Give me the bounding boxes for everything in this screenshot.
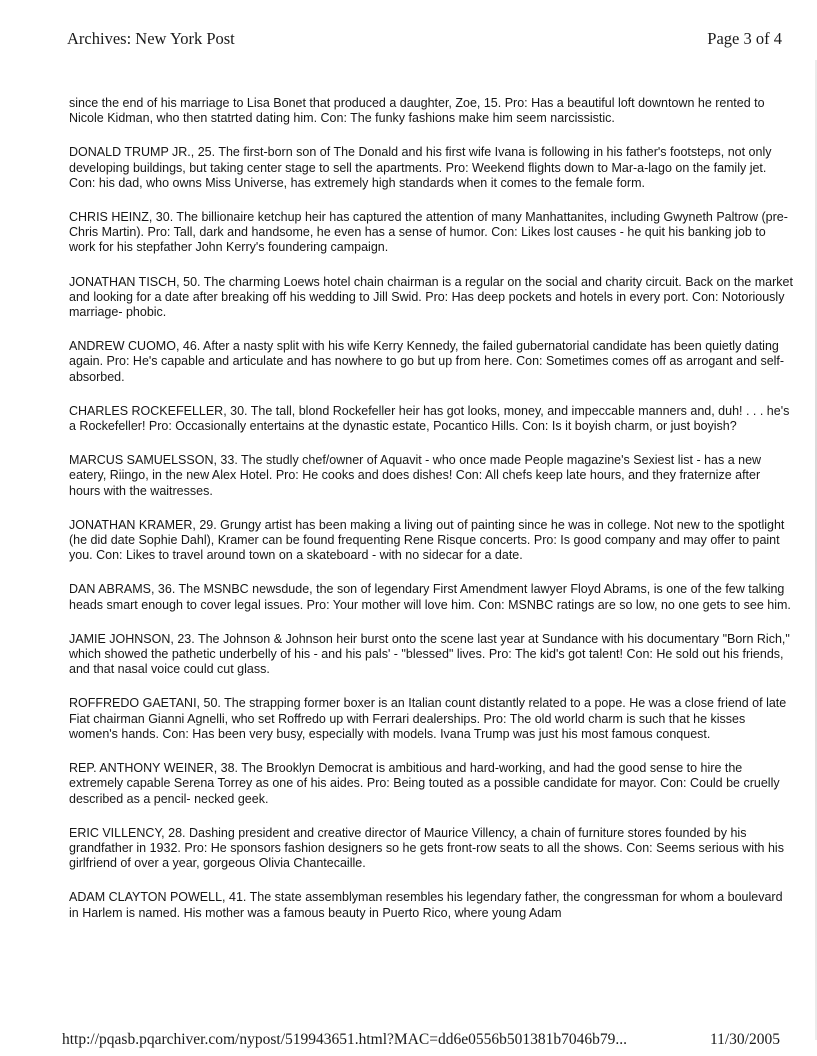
article-body xyxy=(69,96,793,940)
paragraph-donald-trump-jr: DONALD TRUMP JR., 25. The first-born son of The Donald and his first wife Ivana is following in his father's footsteps, not only developing buildings, but taking center stage to sell the apartments. Pro: Weekend flights down to Mar-a-lago on the family jet. Con: his dad, who owns Miss Universe, has extremely high standards when it comes to the female form. xyxy=(69,145,772,190)
paragraph-eric-villency: ERIC VILLENCY, 28. Dashing president and creative director of Maurice Villency, a chain of furniture stores founded by his grandfather in 1932. Pro: He sponsors fashion designers so he gets front-row seats to all the shows. Con: Seems serious with his girlfriend of over a year, gorgeous Olivia Chantecaille. xyxy=(69,825,784,871)
paragraph-marcus-samuelsson: MARCUS SAMUELSSON, 33. The studly chef/owner of Aquavit - who once made People magazine's Sexiest list - has a new eatery, Riingo, in the new Alex Hotel. Pro: He cooks and does dishes! Con: All chefs keep late hours, and they fraternize after hours with the waitresses. xyxy=(69,453,762,498)
archive-source-title: Archives: New York Post xyxy=(67,29,235,48)
paragraph-jonathan-kramer: JONATHAN KRAMER, 29. Grungy artist has been making a living out of painting since he was in college. Not new to the spotlight (he did date Sophie Dahl), Kramer can be found frequenting Rene Risque concerts. Pro: Is good company and may offer to paint you. Con: Likes to travel around town on a skateboard - with no sidecar for a date. xyxy=(69,517,785,563)
paragraph-anthony-weiner: REP. ANTHONY WEINER, 38. The Brooklyn Democrat is ambitious and hard-working, and had the good sense to hire the extremely capable Serena Torrey as one of his aides. Pro: Being touted as a possible candidate for mayor. Con: Could be cruelly described as a pencil- necked geek. xyxy=(69,761,780,806)
paragraph-dan-abrams: DAN ABRAMS, 36. The MSNBC newsdude, the son of legendary First Amendment lawyer Floyd Abrams, is one of the few talking heads smart enough to cover legal issues. Pro: Your mother will love him. Con: MSNBC ratings are so low, no one gets to see him. xyxy=(69,582,791,612)
source-url: http://pqasb.pqarchiver.com/nypost/519943651.html?MAC=dd6e0556b501381b7046b79... xyxy=(62,1031,627,1048)
paragraph-jamie-johnson: JAMIE JOHNSON, 23. The Johnson & Johnson heir burst onto the scene last year at Sundance with his documentary "Born Rich," which showed the pathetic underbelly of his - and his pals' - "blessed" lives. Pro: The kid's got talent! Con: He sold out his friends, and that nasal voice could cut glass. xyxy=(69,631,790,677)
paragraph-adam-clayton-powell: ADAM CLAYTON POWELL, 41. The state assemblyman resembles his legendary father, the congressman for whom a boulevard in Harlem is named. His mother was a famous beauty in Puerto Rico, where young Adam xyxy=(69,890,783,920)
page-indicator: Page 3 of 4 xyxy=(707,29,782,48)
paragraph-charles-rockefeller: CHARLES ROCKEFELLER, 30. The tall, blond Rockefeller heir has got looks, money, and impeccable manners and, duh! . . . he's a Rockefeller! Pro: Occasionally entertains at the dynastic estate, Pocantico Hills. Con: Is it boyish charm, or just boyish? xyxy=(69,403,790,434)
paragraph-jonathan-tisch: JONATHAN TISCH, 50. The charming Loews hotel chain chairman is a regular on the social and charity circuit. Back on the market and looking for a date after breaking off his wedding to Jill Swid. Pro: Has deep pockets and hotels in every port. Con: Notoriously marriage- phobic. xyxy=(69,274,793,320)
paragraph-continued-entry: since the end of his marriage to Lisa Bonet that produced a daughter, Zoe, 15. Pro: Has a beautiful loft downtown he rented to Nicole Kidman, who then statrted dating him. Con: The funky fashions make him seem narcissistic. xyxy=(69,96,765,126)
paragraph-roffredo-gaetani: ROFFREDO GAETANI, 50. The strapping former boxer is an Italian count distantly related to a pope. He was a close friend of late Fiat chairman Gianni Agnelli, who set Roffredo up with Ferrari dealerships. Pro: The old world charm is such that he kisses women's hands. Con: Has been very busy, especially with models. Ivana Trump was just his most famous conquest. xyxy=(69,696,787,741)
paragraph-andrew-cuomo: ANDREW CUOMO, 46. After a nasty split with his wife Kerry Kennedy, the failed gubernatorial candidate has been quietly dating again. Pro: He's capable and articulate and has nowhere to go but up from here. Con: Sometimes comes off as arrogant and self-absorbed. xyxy=(69,339,785,384)
paragraph-chris-heinz: CHRIS HEINZ, 30. The billionaire ketchup heir has captured the attention of many Manhattanites, including Gwyneth Paltrow (pre- Chris Martin). Pro: Tall, dark and handsome, he even has a sense of humor. Con: Likes lost causes - he quit his banking job to work for his stepfather John Kerry's foundering campaign. xyxy=(69,210,788,255)
print-date: 11/30/2005 xyxy=(709,1031,780,1048)
